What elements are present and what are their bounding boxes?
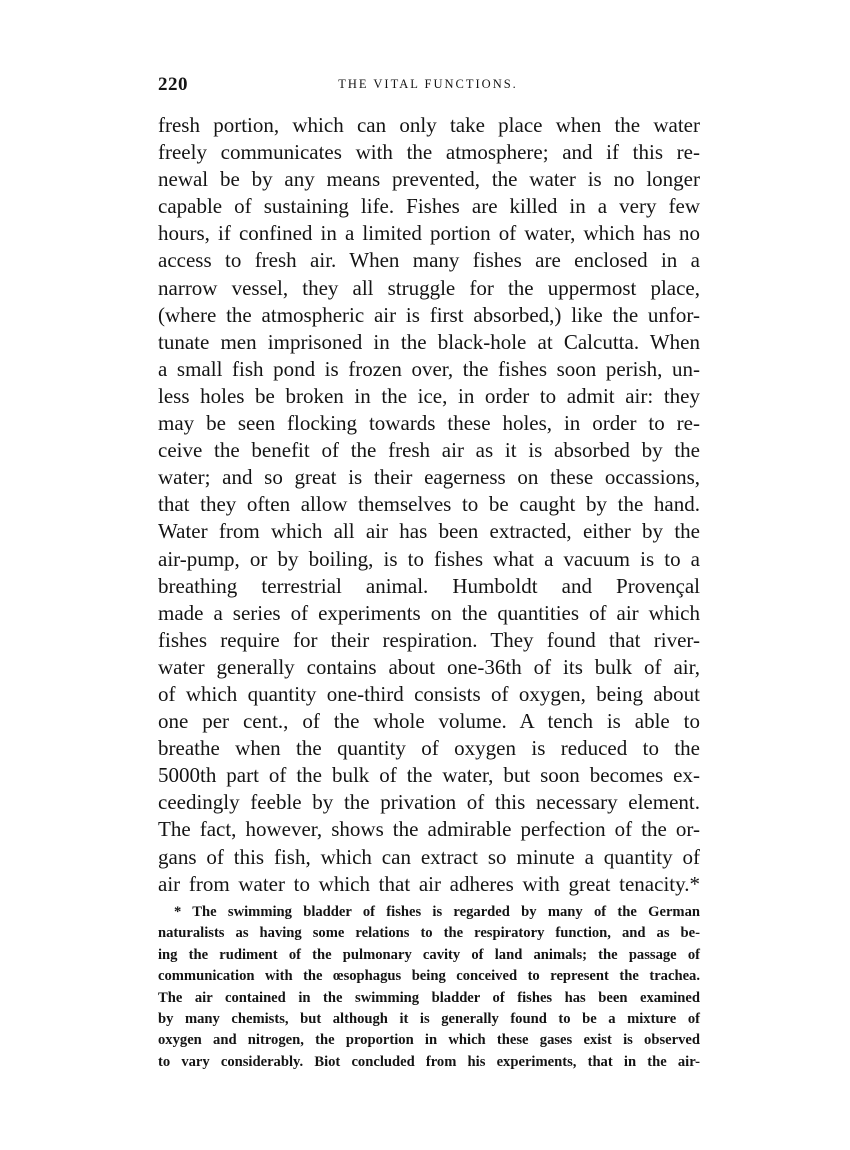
text-line: ceedingly feeble by the privation of this necessary element.	[158, 790, 700, 815]
text-line: (where the atmospheric air is first absorbed,) like the unfor-	[158, 302, 700, 327]
text-line: tunate men imprisoned in the black-hole at Calcutta. When	[158, 329, 700, 354]
text-line: 5000th part of the bulk of the water, but soon becomes ex-	[158, 763, 700, 788]
text-line: air from water to which that air adheres with great tenacity.*	[158, 871, 700, 896]
text-line: gans of this fish, which can extract so minute a quantity of	[158, 844, 700, 869]
text-line: may be seen flocking towards these holes, in order to re-	[158, 411, 700, 436]
footnote-line: communication with the œsophagus being conceived to represent the trachea.	[158, 968, 700, 985]
text-line: hours, if confined in a limited portion of water, which has no	[158, 221, 700, 246]
text-line: that they often allow themselves to be caught by the hand.	[158, 492, 700, 517]
text-line: ceive the benefit of the fresh air as it is absorbed by the	[158, 438, 700, 463]
footnote	[158, 902, 700, 1073]
footnote-line: * The swimming bladder of fishes is regarded by many of the German	[174, 904, 700, 920]
text-line: water generally contains about one-36th of its bulk of air,	[158, 654, 700, 679]
text-line: fresh portion, which can only take place when the water	[158, 113, 700, 137]
text-line: fishes require for their respiration. They found that river-	[158, 627, 700, 652]
text-line: access to fresh air. When many fishes are enclosed in a	[158, 248, 700, 273]
running-title: THE VITAL FUNCTIONS.	[338, 77, 518, 91]
text-line: freely communicates with the atmosphere; and if this re-	[158, 140, 700, 165]
main-text	[158, 112, 700, 898]
footnote-line: naturalists as having some relations to the respiratory function, and as be-	[158, 925, 700, 942]
text-line: capable of sustaining life. Fishes are killed in a very few	[158, 194, 700, 219]
text-line: water; and so great is their eagerness on these occassions,	[158, 465, 700, 490]
text-line: made a series of experiments on the quantities of air which	[158, 600, 700, 625]
footnote-line: oxygen and nitrogen, the proportion in which these gases exist is observed	[158, 1032, 700, 1049]
footnote-line: to vary considerably. Biot concluded from his experiments, that in the air-	[158, 1053, 700, 1070]
text-line: one per cent., of the whole volume. A tench is able to	[158, 709, 700, 734]
text-line: The fact, however, shows the admirable perfection of the or-	[158, 817, 700, 842]
footnote-line: The air contained in the swimming bladder of fishes has been examined	[158, 989, 700, 1006]
text-line: breathe when the quantity of oxygen is reduced to the	[158, 736, 700, 761]
text-line: air-pump, or by boiling, is to fishes what a vacuum is to a	[158, 546, 700, 571]
footnote-line: by many chemists, but although it is generally found to be a mixture of	[158, 1010, 700, 1027]
text-line: newal be by any means prevented, the water is no longer	[158, 167, 700, 192]
text-line: narrow vessel, they all struggle for the uppermost place,	[158, 275, 700, 300]
page-number: 220	[158, 74, 188, 95]
text-line: Water from which all air has been extracted, either by the	[158, 519, 700, 544]
text-line: of which quantity one-third consists of oxygen, being about	[158, 681, 700, 706]
text-line: breathing terrestrial animal. Humboldt and Provençal	[158, 573, 700, 598]
text-line: less holes be broken in the ice, in order to admit air: they	[158, 383, 700, 408]
running-head	[158, 74, 698, 98]
footnote-line: ing the rudiment of the pulmonary cavity of land animals; the passage of	[158, 946, 700, 963]
text-line: a small fish pond is frozen over, the fishes soon perish, un-	[158, 356, 700, 381]
